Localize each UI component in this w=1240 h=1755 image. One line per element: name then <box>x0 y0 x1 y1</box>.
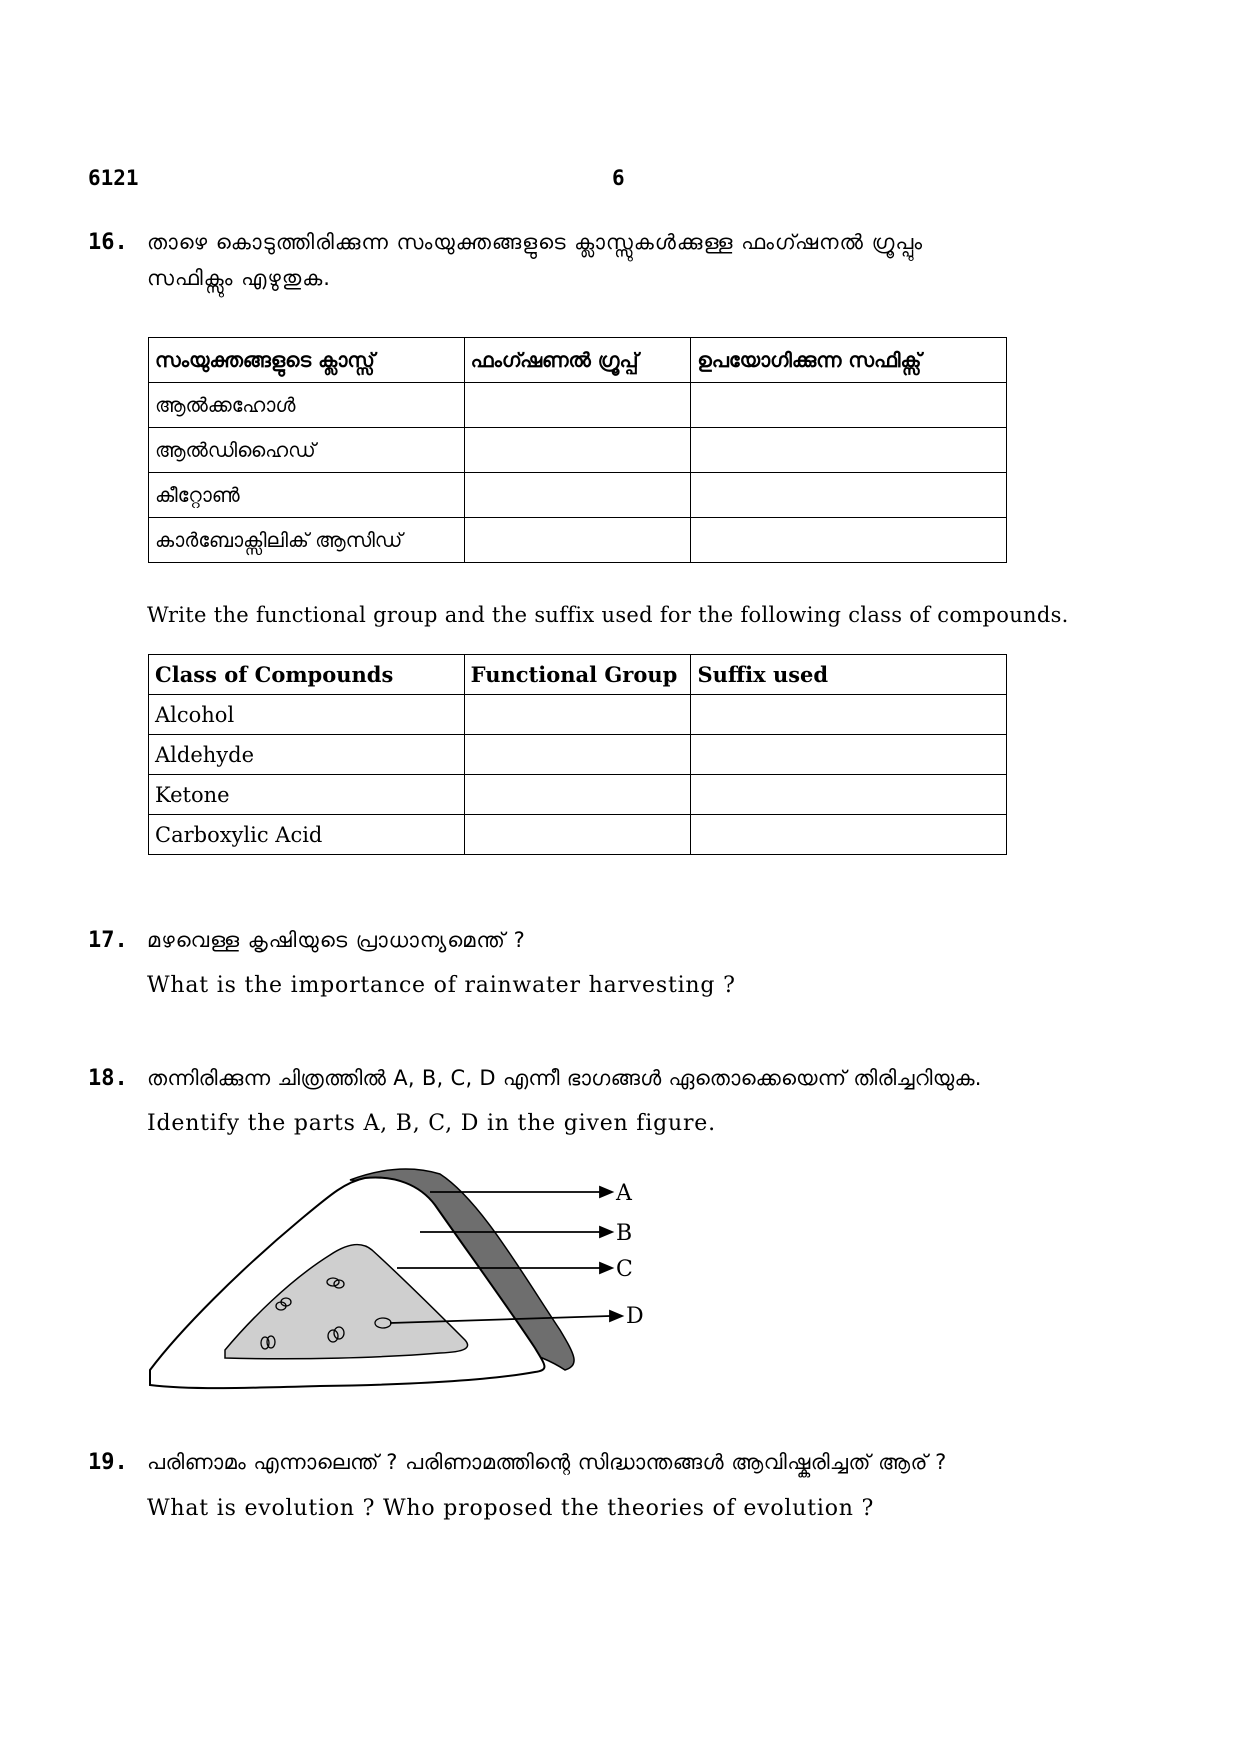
en-table-header-suffix: Suffix used <box>691 655 1007 695</box>
en-table-cell: Alcohol <box>149 695 465 735</box>
q17-english-text: What is the importance of rainwater harvesting ? <box>147 973 736 998</box>
ml-table-cell-empty <box>464 383 691 428</box>
paper-code: 6121 <box>88 166 139 190</box>
q16-english-table <box>148 654 1007 855</box>
en-table-cell-empty <box>691 815 1007 855</box>
q18-malayalam-text: തന്നിരിക്കുന്ന ചിത്രത്തിൽ A, B, C, D എന്നീ ഭാഗങ്ങൾ ഏതൊക്കെയെന്ന് തിരിച്ചറിയുക. <box>147 1066 982 1090</box>
q16-malayalam-line1: താഴെ കൊടുത്തിരിക്കുന്ന സംയുക്തങ്ങളുടെ ക്ലാസ്സുകൾക്കുള്ള ഫംഗ്ഷനൽ ഗ്രൂപ്പും <box>147 230 924 254</box>
arrowhead-b <box>600 1227 612 1237</box>
ml-table-cell-empty <box>691 383 1007 428</box>
q17-malayalam-text: മഴവെള്ള കൃഷിയുടെ പ്രാധാന്യമെന്ത് ? <box>147 928 526 952</box>
arrowhead-c <box>600 1263 612 1273</box>
q18-cell-figure <box>140 1160 680 1390</box>
en-table-header-group: Functional Group <box>464 655 691 695</box>
ml-table-cell: കാർബോക്സിലിക് ആസിഡ് <box>149 518 465 563</box>
figure-label-a: A <box>616 1181 632 1206</box>
question-number-19: 19. <box>88 1450 128 1475</box>
en-table-cell: Ketone <box>149 775 465 815</box>
q16-english-text: Write the functional group and the suffix used for the following class of compounds. <box>147 603 1069 627</box>
en-table-cell-empty <box>464 735 691 775</box>
en-table-cell-empty <box>691 735 1007 775</box>
arrowhead-a <box>600 1187 612 1197</box>
en-table-cell: Aldehyde <box>149 735 465 775</box>
ml-table-cell-empty <box>691 428 1007 473</box>
question-number-16: 16. <box>88 230 128 255</box>
question-number-17: 17. <box>88 928 128 953</box>
figure-label-b: B <box>616 1221 633 1246</box>
figure-label-d: D <box>626 1304 644 1329</box>
ml-table-header-group: ഫംഗ്ഷണൽ ഗ്രൂപ്പ് <box>464 338 691 383</box>
q19-malayalam-text: പരിണാമം എന്നാലെന്ത് ? പരിണാമത്തിന്റെ സിദ്ധാന്തങ്ങൾ ആവിഷ്കരിച്ചത് ആര് ? <box>147 1450 947 1474</box>
question-number-18: 18. <box>88 1066 128 1091</box>
figure-label-c: C <box>616 1257 633 1282</box>
en-table-header-class: Class of Compounds <box>149 655 465 695</box>
ml-table-cell-empty <box>464 428 691 473</box>
q16-malayalam-table <box>148 337 1007 563</box>
en-table-cell-empty <box>691 775 1007 815</box>
ml-table-header-suffix: ഉപയോഗിക്കുന്ന സഫിക്സ് <box>691 338 1007 383</box>
en-table-cell-empty <box>464 815 691 855</box>
en-table-cell-empty <box>464 775 691 815</box>
ml-table-cell: കീറ്റോൺ <box>149 473 465 518</box>
ml-table-cell: ആൽക്കഹോൾ <box>149 383 465 428</box>
arrowhead-d <box>610 1311 622 1321</box>
en-table-cell-empty <box>691 695 1007 735</box>
ml-table-cell-empty <box>691 518 1007 563</box>
ml-table-header-class: സംയുക്തങ്ങളുടെ ക്ലാസ്സ് <box>149 338 465 383</box>
page-number: 6 <box>612 166 625 190</box>
ml-table-cell-empty <box>464 473 691 518</box>
q18-english-text: Identify the parts A, B, C, D in the given figure. <box>147 1111 716 1136</box>
ml-table-cell: ആൽഡിഹൈഡ് <box>149 428 465 473</box>
q16-malayalam-line2: സഫിക്സും എഴുതുക. <box>147 266 331 290</box>
en-table-cell: Carboxylic Acid <box>149 815 465 855</box>
q19-english-text: What is evolution ? Who proposed the theories of evolution ? <box>147 1496 875 1521</box>
ml-table-cell-empty <box>691 473 1007 518</box>
en-table-cell-empty <box>464 695 691 735</box>
ml-table-cell-empty <box>464 518 691 563</box>
